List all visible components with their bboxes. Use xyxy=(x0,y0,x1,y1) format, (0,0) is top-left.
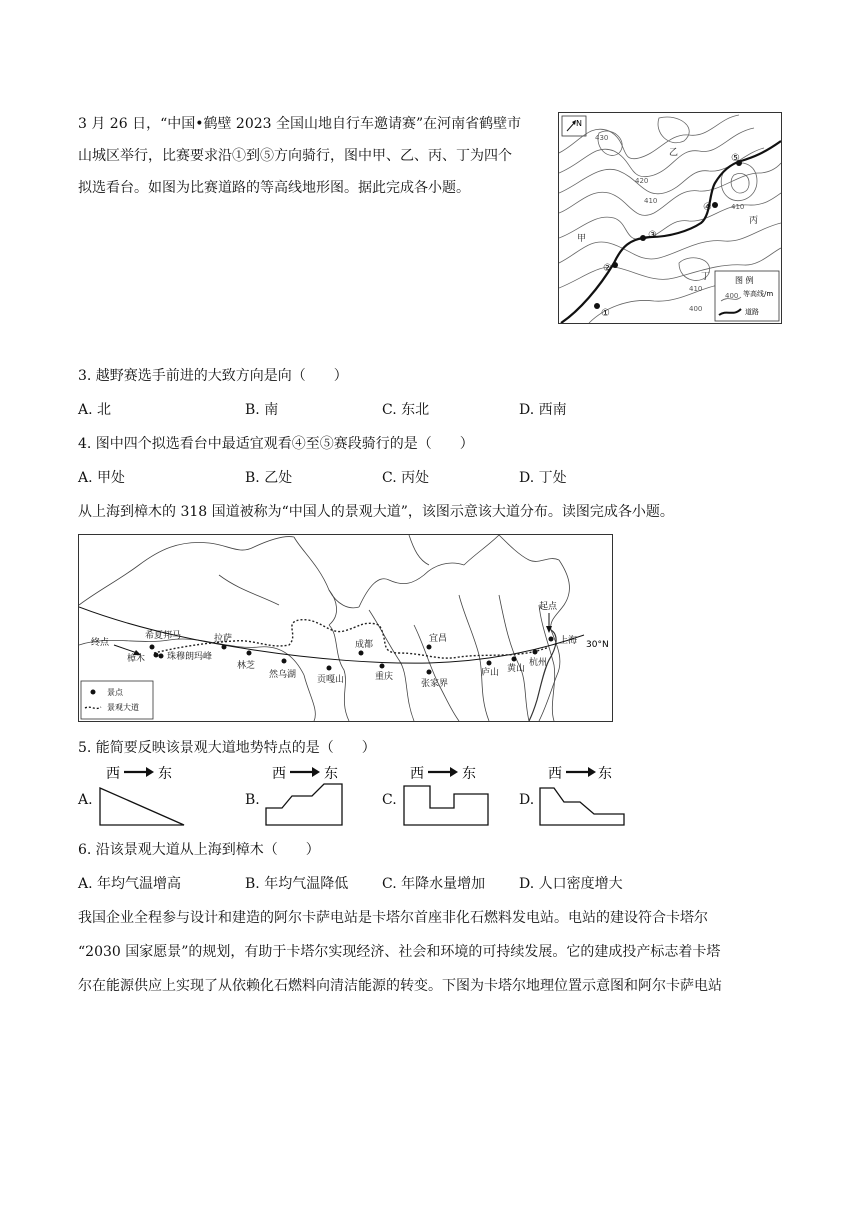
passage-3-line-3: 尔在能源供应上实现了从依赖化石燃料向清洁能源的转变。下图为卡塔尔地理位置示意图和阿尔卡萨电站 xyxy=(78,978,722,994)
q4-option-a[interactable]: A. 甲处 xyxy=(78,470,126,486)
q5-option-d[interactable]: D. xyxy=(519,792,535,808)
q5-profile-b[interactable] xyxy=(262,762,362,832)
passage-1-line-2: 山城区举行，比赛要求沿①到⑤方向骑行，图中甲、乙、丙、丁为四个 xyxy=(78,148,512,164)
start-label: 起点 xyxy=(539,602,558,612)
place-shanghai: 上海 xyxy=(559,636,578,646)
place-labels xyxy=(127,629,577,689)
map-legend xyxy=(715,271,779,321)
legend-road-label: 景观大道 xyxy=(107,703,139,712)
stand-yi: 乙 xyxy=(669,148,679,158)
q5-stem: 5. 能简要反映该景观大道地势特点的是（ ） xyxy=(78,740,376,756)
point-4-label: ④ xyxy=(703,202,712,213)
q6-option-a[interactable]: A. 年均气温增高 xyxy=(78,876,182,892)
place-chengdu: 成都 xyxy=(355,640,374,650)
q4-option-b[interactable]: B. 乙处 xyxy=(245,470,293,486)
contour-label-410b: 410 xyxy=(731,203,745,211)
point-2-label: ② xyxy=(603,263,612,274)
place-huangshan: 黄山 xyxy=(507,664,526,674)
north-label: N xyxy=(576,119,582,128)
q3-option-a[interactable]: A. 北 xyxy=(78,402,112,418)
q3-option-b[interactable]: B. 南 xyxy=(245,402,279,418)
q5-option-b[interactable]: B. xyxy=(245,792,260,808)
place-ranwu-lake: 然乌湖 xyxy=(269,670,297,680)
stand-ding: 丁 xyxy=(701,272,711,282)
place-lushan: 庐山 xyxy=(481,668,500,678)
passage-3-line-1: 我国企业全程参与设计和建造的阿尔卡萨电站是卡塔尔首座非化石燃料发电站。电站的建设符合卡塔尔 xyxy=(78,910,708,926)
profile-b-west: 西 xyxy=(272,766,286,782)
passage-1-line-3: 拟选看台。如图为比赛道路的等高线地形图。据此完成各小题。 xyxy=(78,180,470,196)
north-arrow-box xyxy=(562,116,586,136)
place-xixiabangma: 希夏邦马 xyxy=(145,631,182,641)
q5-option-c[interactable]: C. xyxy=(382,792,397,808)
point-1-label: ① xyxy=(601,308,610,319)
q6-option-b[interactable]: B. 年均气温降低 xyxy=(245,876,349,892)
coastline xyxy=(529,630,556,721)
contour-label-410a: 410 xyxy=(644,197,658,205)
place-zhangmu: 樟木 xyxy=(127,654,146,664)
place-yichang: 宜昌 xyxy=(429,634,448,644)
q4-stem: 4. 图中四个拟选看台中最适宜观看④至⑤赛段骑行的是（ ） xyxy=(78,436,474,452)
q4-option-d[interactable]: D. 丁处 xyxy=(519,470,567,486)
stand-jia: 甲 xyxy=(577,234,587,244)
point-3-label: ③ xyxy=(648,230,657,241)
q6-option-c[interactable]: C. 年降水量增加 xyxy=(382,876,486,892)
contour-label-430: 430 xyxy=(595,134,609,142)
legend-contour-sample: 400 xyxy=(725,292,739,300)
legend-title: 图 例 xyxy=(735,276,754,285)
legend-contour-label: 等高线/m xyxy=(743,290,774,298)
contour-label-420: 420 xyxy=(635,177,649,185)
q6-option-d[interactable]: D. 人口密度增大 xyxy=(519,876,623,892)
q6-stem: 6. 沿该景观大道从上海到樟木（ ） xyxy=(78,842,320,858)
passage-1 xyxy=(78,108,548,204)
point-5-label: ⑤ xyxy=(731,153,740,164)
place-lhasa: 拉萨 xyxy=(214,634,233,644)
legend-road-label: 道路 xyxy=(745,308,759,316)
q5-profile-d[interactable] xyxy=(536,762,636,832)
profile-a-east: 东 xyxy=(158,766,172,782)
place-linzhi: 林芝 xyxy=(237,661,256,671)
profile-d-arrow-icon xyxy=(588,767,596,777)
legend-spot-label: 景点 xyxy=(107,688,123,697)
profile-c-east: 东 xyxy=(462,766,476,782)
profile-a-west: 西 xyxy=(106,766,120,782)
q5-option-a[interactable]: A. xyxy=(78,792,93,808)
contour-label-400: 400 xyxy=(689,305,703,313)
profile-c-arrow-icon xyxy=(450,767,458,777)
place-hangzhou: 杭州 xyxy=(529,658,548,668)
end-label: 终点 xyxy=(91,638,110,648)
profile-b-east: 东 xyxy=(324,766,338,782)
profile-d-west: 西 xyxy=(548,766,562,782)
contour-map-svg xyxy=(559,113,781,323)
profile-d-east: 东 xyxy=(598,766,612,782)
profile-c-west: 西 xyxy=(410,766,424,782)
passage-2: 从上海到樟木的 318 国道被称为“中国人的景观大道”，该图示意该大道分布。读图完成各小题。 xyxy=(78,504,674,520)
q4-option-c[interactable]: C. 丙处 xyxy=(382,470,430,486)
q5-profile-c[interactable] xyxy=(400,762,500,832)
q3-stem: 3. 越野赛选手前进的大致方向是向（ ） xyxy=(78,368,348,384)
profile-a-arrow-icon xyxy=(146,767,154,777)
profile-b-arrow-icon xyxy=(312,767,320,777)
q3-option-d[interactable]: D. 西南 xyxy=(519,402,567,418)
contour-label-410c: 410 xyxy=(689,285,703,293)
place-everest: 珠穆朗玛峰 xyxy=(167,652,213,662)
passage-3-line-2: “2030 国家愿景”的规划，有助于卡塔尔实现经济、社会和环境的可持续发展。它的建成投产标志着卡塔 xyxy=(78,944,721,960)
route-legend xyxy=(81,681,153,719)
place-gongga: 贡嘎山 xyxy=(317,675,345,685)
passage-1-line-1: 3 月 26 日，“中国•鹤壁 2023 全国山地自行车邀请赛”在河南省鹤壁市 xyxy=(78,116,522,132)
place-zhangjiajie: 张家界 xyxy=(421,679,449,689)
q3-option-c[interactable]: C. 东北 xyxy=(382,402,430,418)
latitude-label: 30°N xyxy=(586,640,609,650)
route-map-svg xyxy=(79,535,612,721)
q5-profile-a[interactable] xyxy=(96,762,196,832)
stand-bing: 丙 xyxy=(749,216,759,226)
contour-map xyxy=(558,112,782,324)
route-map xyxy=(78,534,613,722)
place-chongqing: 重庆 xyxy=(375,672,394,682)
